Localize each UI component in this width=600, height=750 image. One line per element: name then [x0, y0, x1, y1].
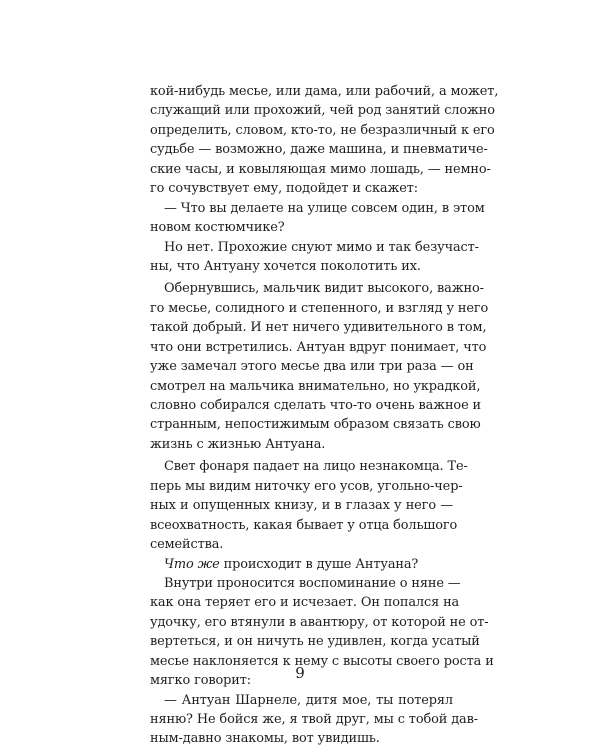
- text-line: всеохватность, какая бывает у отца большого: [150, 517, 458, 533]
- text-line: ных и опущенных книзу, и в глазах у него —: [150, 498, 453, 514]
- text-line: странным, непостижимым образом связать свою: [150, 417, 481, 433]
- italic-phrase: Что же: [164, 556, 220, 572]
- text-line: — Антуан Шарнеле, дитя мое, ты потерял: [164, 692, 453, 708]
- text-line: ские часы, и ковыляющая мимо лошадь, — немно-: [150, 161, 491, 177]
- body-text: [150, 82, 499, 749]
- text-line: перь мы видим ниточку его усов, угольно-чер-: [150, 478, 463, 494]
- text-line: Но нет. Прохожие снуют мимо и так безучаст-: [164, 239, 479, 255]
- text-line: го сочувствует ему, подойдет и скажет:: [150, 181, 418, 197]
- text-line: удочку, его втянули в авантюру, от которой не от-: [150, 614, 489, 630]
- text-line: семейства.: [150, 537, 224, 553]
- text-line: словно собирался сделать что-то очень важное и: [150, 398, 482, 413]
- text-line: что они встретились. Антуан вдруг понимает, что: [150, 339, 487, 355]
- text-line: судьбе — возможно, даже машина, и пневматиче-: [150, 142, 488, 158]
- text-line: определить, словом, кто-то, не безразличный к его: [150, 122, 495, 138]
- text-line: ны, что Антуану хочется поколотить их.: [150, 258, 421, 274]
- text-line-rest: происходит в душе Антуана?: [223, 556, 419, 572]
- text-line: такой добрый. И нет ничего удивительного в том,: [150, 320, 487, 336]
- text-line: ным-давно знакомы, вот увидишь.: [150, 731, 380, 747]
- text-line: вертеться, и он ничуть не удивлен, когда усатый: [150, 634, 480, 650]
- text-line: смотрел на мальчика внимательно, но украдкой,: [150, 378, 481, 394]
- text-line: — Что вы делаете на улице совсем один, в этом: [164, 200, 485, 216]
- text-line: няню? Не бойся же, я твой друг, мы с тобой дав-: [150, 712, 478, 727]
- page-number: 9: [295, 664, 305, 682]
- text-line: кой-нибудь месье, или дама, или рабочий, а может,: [150, 84, 499, 99]
- text-line-with-italic: [150, 555, 453, 574]
- text-line: Свет фонаря падает на лицо незнакомца. Те-: [164, 459, 468, 475]
- text-line: жизнь с жизнью Антуана.: [150, 436, 326, 452]
- text-line: го месье, солидного и степенного, и взгляд у него: [150, 300, 489, 316]
- text-line: служащий или прохожий, чей род занятий сложно: [150, 103, 495, 119]
- text-line: как она теряет его и исчезает. Он попался на: [150, 595, 460, 611]
- text-line: Обернувшись, мальчик видит высокого, важно-: [164, 281, 484, 297]
- text-line: Внутри проносится воспоминание о няне —: [164, 575, 461, 591]
- text-line: новом костюмчике?: [150, 220, 285, 236]
- text-line: мягко говорит:: [150, 673, 251, 689]
- text-line: месье наклоняется к нему с высоты своего роста и: [150, 653, 494, 669]
- text-line: уже замечал этого месье два или три раза — он: [150, 359, 474, 375]
